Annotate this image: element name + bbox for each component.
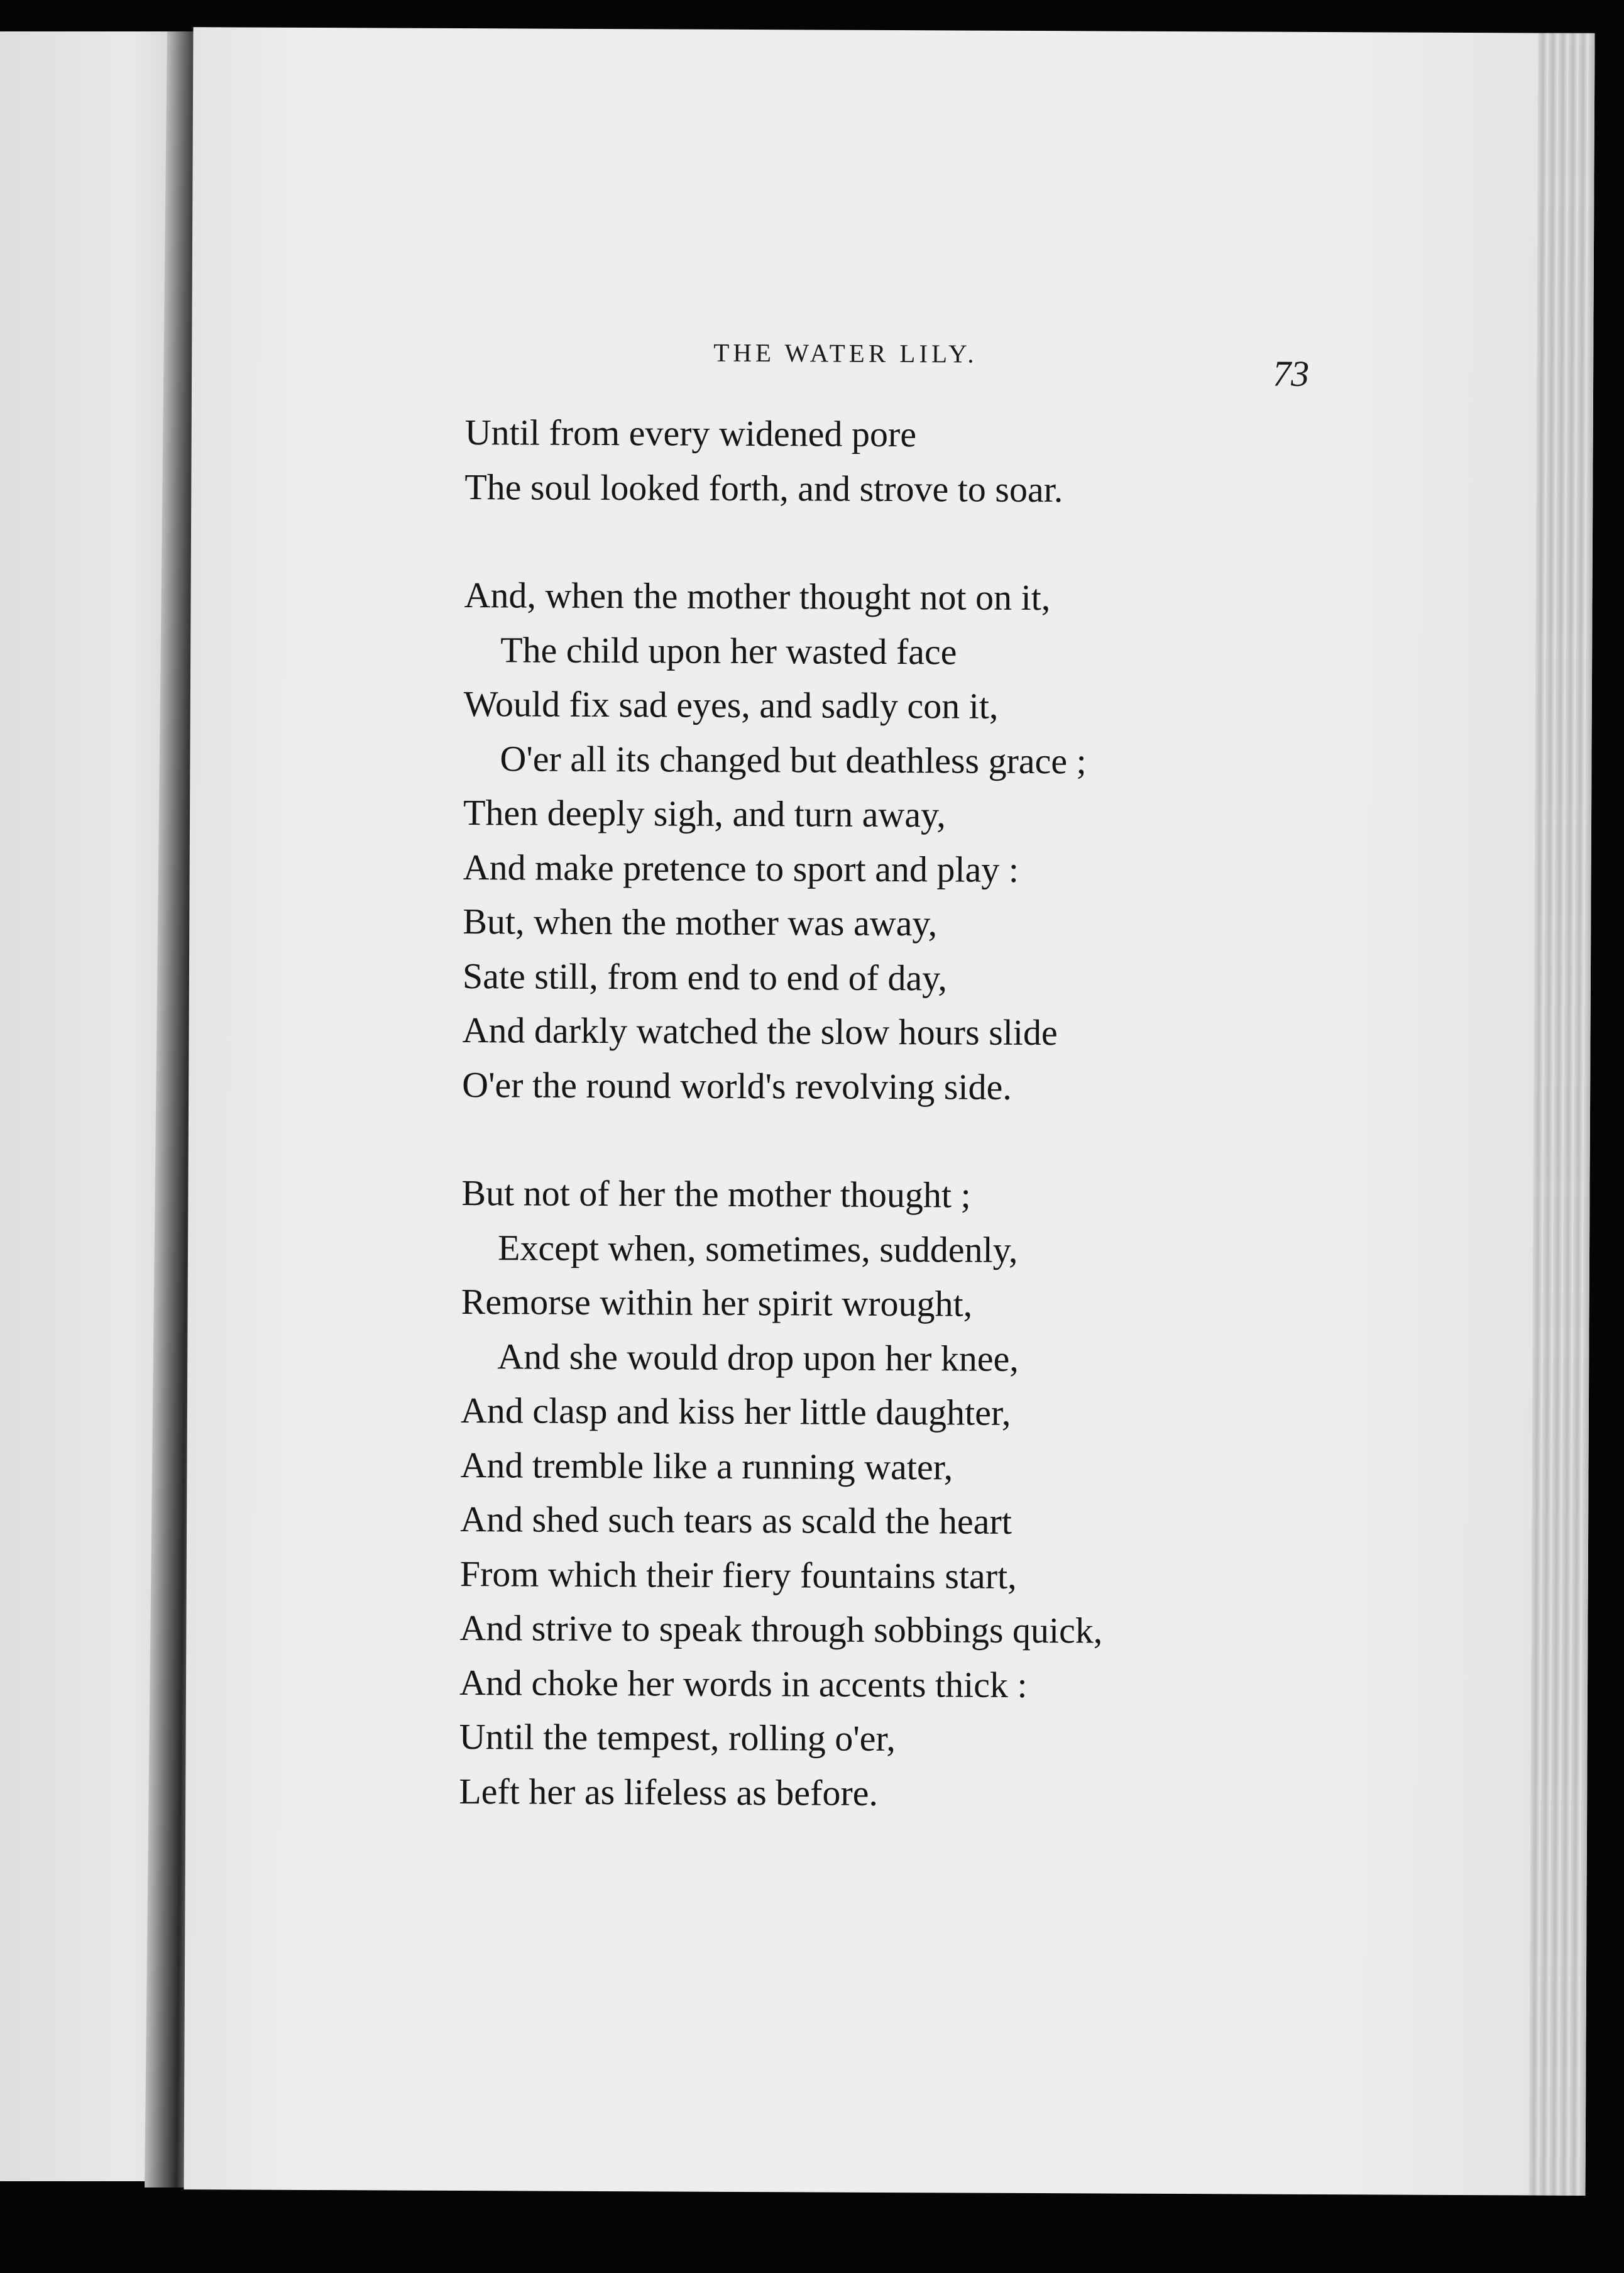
stanza-break: [464, 514, 1407, 573]
poem-line: And shed such tears as scald the heart: [460, 1499, 1012, 1542]
poem-line: From which their fiery fountains start,: [459, 1553, 1017, 1597]
stanza: [459, 1166, 1405, 1823]
poem-line: And she would drop upon her knee,: [497, 1335, 1019, 1379]
stanza-break: [462, 1112, 1405, 1170]
poem-line: O'er all its changed but deathless grace ;: [500, 737, 1087, 781]
poem-line: Until from every widened pore: [464, 412, 917, 455]
poem-line: Remorse within her spirit wrought,: [461, 1281, 973, 1324]
poem-text: [459, 405, 1408, 1823]
poem-line: And, when the mother thought not on it,: [464, 575, 1051, 619]
running-head: THE WATER LILY.: [713, 338, 978, 368]
page-edge: [1528, 33, 1594, 2195]
poem-line: Then deeply sigh, and turn away,: [463, 792, 946, 835]
poem-line: And darkly watched the slow hours slide: [462, 1010, 1058, 1054]
page-number: 73: [1272, 353, 1310, 394]
poem-line: Except when, sometimes, suddenly,: [497, 1226, 1018, 1270]
poem-line: Would fix sad eyes, and sadly con it,: [463, 683, 999, 727]
poem-line: And strive to speak through sobbings quick,: [459, 1607, 1103, 1651]
poem-line: The soul looked forth, and strove to soar.: [464, 466, 1063, 510]
poem-line: O'er the round world's revolving side.: [462, 1064, 1012, 1108]
book-page: [184, 27, 1595, 2196]
poem-line: The child upon her wasted face: [500, 629, 957, 672]
poem-line: Sate still, from end to end of day,: [462, 955, 948, 998]
poem-line: Left her as lifeless as before.: [459, 1770, 879, 1813]
poem-line: And choke her words in accents thick :: [459, 1661, 1028, 1705]
stanza: [462, 568, 1407, 1116]
poem-line: But, when the mother was away,: [463, 901, 938, 944]
poem-line: And clasp and kiss her little daughter,: [460, 1390, 1011, 1433]
poem-line: And tremble like a running water,: [460, 1444, 953, 1487]
stanza: [464, 405, 1408, 519]
poem-line: Until the tempest, rolling o'er,: [459, 1716, 896, 1759]
poem-line: But not of her the mother thought ;: [461, 1172, 971, 1216]
poem-line: And make pretence to sport and play :: [463, 846, 1019, 890]
